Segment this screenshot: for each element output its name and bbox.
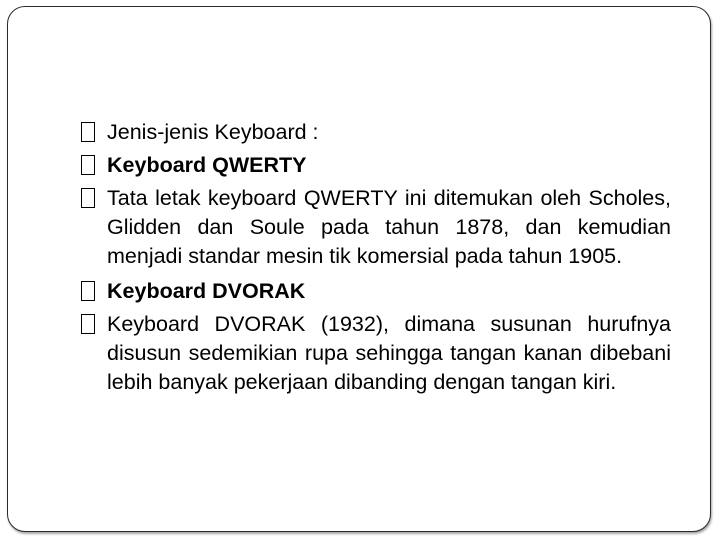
bullet-item <box>81 118 671 147</box>
bullet-item <box>81 184 671 271</box>
square-bullet-icon <box>81 155 101 175</box>
bullet-heading: Keyboard QWERTY <box>107 153 307 177</box>
square-bullet-icon <box>81 188 101 208</box>
bullet-text: Tata letak keyboard QWERTY ini ditemukan oleh Scholes, Glidden dan Soule pada tahun 1878, dan kemudian menjadi standar mesin tik komersial pada tahun 1905. <box>107 186 671 268</box>
bullet-text: Jenis-jenis Keyboard : <box>107 120 319 144</box>
bullet-item <box>81 310 671 397</box>
bullet-heading: Keyboard DVORAK <box>107 279 306 303</box>
bullet-item <box>81 151 671 180</box>
bullet-text: Keyboard DVORAK (1932), dimana susunan hurufnya disusun sedemikian rupa sehingga tangan kanan dibebani lebih banyak pekerjaan dibanding dengan tangan kiri. <box>107 312 671 394</box>
slide-content <box>81 118 671 403</box>
square-bullet-icon <box>81 122 101 142</box>
square-bullet-icon <box>81 281 101 301</box>
square-bullet-icon <box>81 314 101 334</box>
bullet-item <box>81 277 671 306</box>
